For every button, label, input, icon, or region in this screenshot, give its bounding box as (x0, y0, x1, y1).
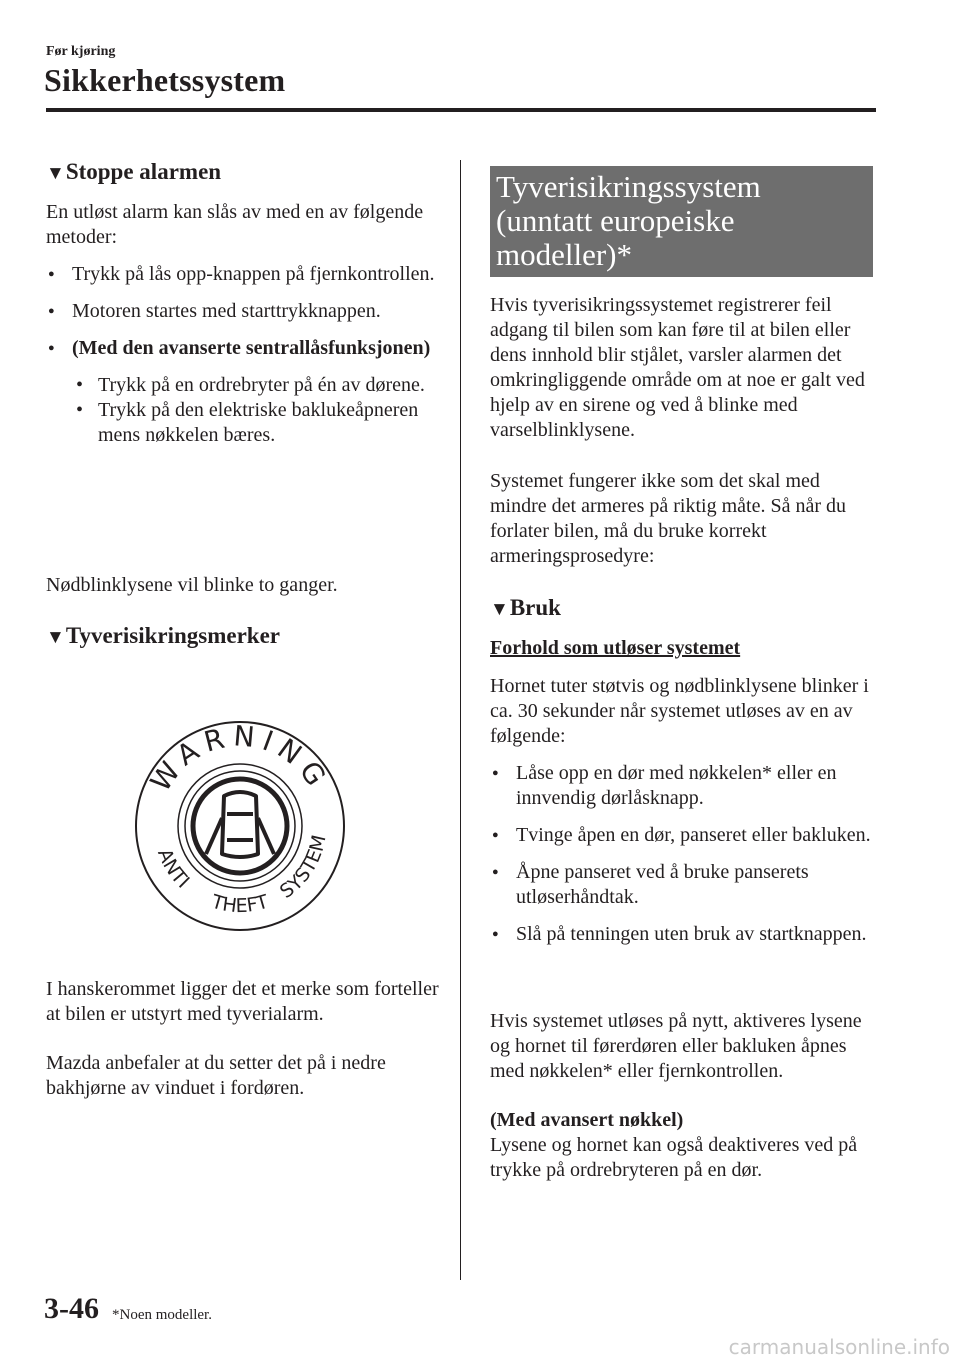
column-divider (460, 160, 461, 1280)
svg-text:WARNING (144, 719, 336, 797)
emblem-theft-text: THEFT (209, 890, 271, 918)
anti-theft-emblem (132, 718, 348, 934)
header-rule (46, 108, 876, 112)
list-item: ● Slå på tenningen uten bruk av startknappen. (490, 922, 875, 947)
sub-list-item: • Trykk på den elektriske baklukeåpneren mens nøkkelen bæres. (72, 398, 441, 448)
svg-text:ANTI (153, 846, 193, 893)
triangle-down-icon: ▼ (490, 599, 509, 620)
section-title-box (490, 166, 873, 277)
sub-list-item: • Trykk på en ordrebryter på én av dørene. (72, 373, 441, 398)
paragraph-glovebox: I hanskerommet ligger det et merke som forteller at bilen er utstyrt med tyverialarm. (46, 978, 439, 1025)
list-item: ● Åpne panseret ved å bruke panserets utløserhåndtak. (490, 860, 875, 910)
list-item: ● Låse opp en dør med nøkkelen* eller en innvendig dørlåsknapp. (490, 761, 875, 811)
sub-list (72, 373, 441, 448)
footnote: *Noen modeller. (112, 1307, 212, 1323)
paragraph-retrigger: Hvis systemet utløses på nytt, aktiveres lysene og hornet til førerdøren eller bakluken åpnes med nøkkelen* eller fjernkontrollen. (490, 1010, 862, 1082)
paragraph-blink: Nødblinklysene vil blinke to ganger. (46, 574, 338, 596)
label-advanced-key: (Med avansert nøkkel) (490, 1109, 684, 1131)
trigger-list (490, 761, 875, 959)
heading-theft-marks: ▼Tyverisikringsmerker (46, 623, 281, 648)
svg-text:THEFT (208, 890, 271, 917)
paragraph-arming: Systemet fungerer ikke som det skal med mindre det armeres på riktig måte. Så når du forlater bilen, må du bruke korrekt armeringsprosedyre: (490, 470, 846, 567)
heading-stop-alarm: ▼Stoppe alarmen (46, 159, 222, 184)
paragraph-stop-intro: En utløst alarm kan slås av med en av følgende metoder: (46, 201, 424, 248)
chapter-label: Før kjøring (46, 44, 116, 59)
heading-use: ▼Bruk (490, 595, 561, 620)
list-item: ● Tvinge åpen en dør, panseret eller bakluken. (490, 823, 875, 848)
heading-trigger-conditions: Forhold som utløser systemet (490, 637, 741, 659)
paragraph-horn: Hornet tuter støtvis og nødblinklysene blinker i ca. 30 sekunder når systemet utløses av en av følgende: (490, 675, 869, 747)
emblem-warning-text: WARNING (143, 719, 337, 798)
stop-methods-list (46, 262, 441, 460)
page-number: 3-46 (44, 1292, 99, 1325)
section-title-line: (unntatt europeiske (496, 203, 735, 238)
emblem-anti-text: ANTI (153, 845, 194, 893)
list-item: ● (Med den avanserte sentrallåsfunksjonen) • Trykk på en ordrebryter på én av dørene. • Trykk på den elektriske baklukeåpneren mens nøkkelen bæres. (46, 336, 441, 448)
paragraph-mazda: Mazda anbefaler at du setter det på i nedre bakhjørne av vinduet i fordøren. (46, 1052, 386, 1099)
list-item: ● Motoren startes med starttrykknappen. (46, 299, 441, 324)
paragraph-deactivate: Lysene og hornet kan også deaktiveres ved på trykke på ordrebryteren på en dør. (490, 1134, 858, 1181)
section-title-line: Tyverisikringssystem (496, 169, 761, 204)
emblem-system-text: SYSTEM (276, 832, 331, 903)
car-top-view-icon (206, 792, 274, 857)
paragraph-system-intro: Hvis tyverisikringssystemet registrerer feil adgang til bilen som kan føre til at bilen eller dens innhold blir stjålet, varsler alarmen det omkringliggende område om at noe er galt ved hjelp av en sirene og ved å blinke med varselblinklysene. (490, 294, 865, 441)
triangle-down-icon: ▼ (46, 627, 65, 648)
list-item: ● Trykk på lås opp-knappen på fjernkontrollen. (46, 262, 441, 287)
section-title-line: modeller)* (496, 237, 633, 272)
triangle-down-icon: ▼ (46, 163, 65, 184)
page-title: Sikkerhetssystem (44, 62, 286, 98)
watermark: carmanualsonline.info (728, 1335, 950, 1359)
